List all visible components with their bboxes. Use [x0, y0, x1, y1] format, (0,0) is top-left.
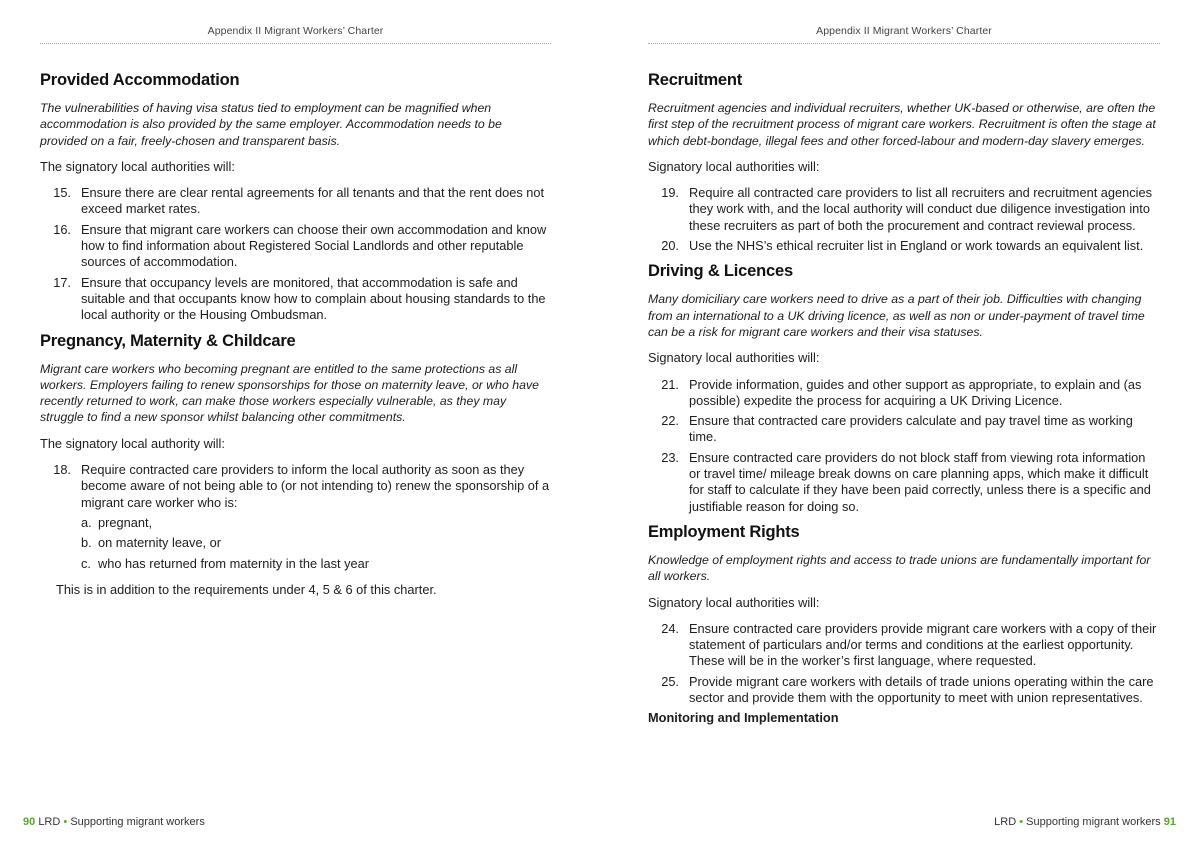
charter-note: This is in addition to the requirements under 4, 5 & 6 of this charter.: [56, 581, 437, 597]
item-number: 15.: [53, 185, 71, 201]
item-number: 18.: [53, 462, 71, 478]
item-text: Provide migrant care workers with details of trade unions operating within the care sector and provide them with the opportunity to meet with union representatives.: [689, 673, 1154, 706]
page-number: 91: [1163, 816, 1176, 828]
section-lead: The signatory local authorities will:: [40, 158, 235, 174]
footer-bullet: •: [63, 816, 68, 828]
list-item: [40, 275, 552, 324]
footer-title: Supporting migrant workers: [1026, 816, 1161, 828]
item-text: Ensure that migrant care workers can choose their own accommodation and know how to find information about Registered Social Landlords and other reputable sources of accommodation.: [81, 221, 547, 270]
section-intro: Many domiciliary care workers need to drive as a part of their job. Difficulties with changing from an international to a UK driving licence, as well as non or under-payment of travel time can be a risk for migrant care workers and their visa statuses.: [648, 292, 1145, 339]
item-text: Ensure contracted care providers provide migrant care workers with a copy of their statement of particulars and/or terms and conditions at the earliest opportunity. These will be in the worker’s first language, where requested.: [689, 620, 1157, 669]
section-intro: Knowledge of employment rights and access to trade unions are fundamentally important for all workers.: [648, 552, 1151, 584]
section-intro: Migrant care workers who becoming pregnant are entitled to the same protections as all workers. Employers failing to renew sponsorships for those on maternity leave, or who have recently returned to work, can make those workers especially vulnerable, as they may struggle to find a new sponsor whilst balancing other commitments.: [40, 361, 539, 425]
sub-list-item: [81, 515, 552, 531]
list-item: [648, 377, 1160, 410]
list-item: [40, 222, 552, 271]
footer-org: LRD: [994, 816, 1017, 828]
sub-item-letter: c.: [81, 555, 91, 571]
section-lead: Signatory local authorities will:: [648, 350, 820, 366]
item-number: 22.: [661, 413, 679, 429]
section-intro: The vulnerabilities of having visa status tied to employment can be magnified when accommodation is also provided by the same employer. Accommodation needs to be provided on a fair, freely-chosen and transparent basis.: [40, 101, 502, 148]
sub-list-item: [81, 556, 552, 572]
section-title-accommodation: Provided Accommodation: [40, 71, 240, 89]
item-number: 21.: [661, 376, 679, 392]
item-text: Ensure contracted care providers do not block staff from viewing rota information or travel time/ mileage break downs on care planning apps, which make it difficult for staff to calculate if they have been paid correctly, unless there is a specific and justifiable reason for doing so.: [689, 449, 1151, 514]
list-item: [40, 185, 552, 218]
sub-item-text: who has returned from maternity in the last year: [98, 555, 369, 571]
item-text: Use the NHS’s ethical recruiter list in England or work towards an equivalent list.: [689, 238, 1144, 254]
sub-list: [81, 515, 552, 572]
page-number: 90: [23, 816, 36, 828]
list-item: [648, 450, 1160, 515]
list-item: [648, 674, 1160, 707]
list-item: [648, 413, 1160, 446]
item-number: 25.: [661, 673, 679, 689]
commitment-list: [648, 377, 1160, 515]
list-item: [40, 462, 552, 572]
item-number: 23.: [661, 449, 679, 465]
item-number: 24.: [661, 620, 679, 636]
section-intro: Recruitment agencies and individual recruiters, whether UK-based or otherwise, are often the first step of the recruitment process of migrant care workers. Recruitment is often the stage at which debt-bondage, illegal fees and other forced-labour and modern-day slavery emerges.: [648, 101, 1156, 148]
sub-item-text: pregnant,: [98, 514, 153, 530]
page-footer: [23, 816, 205, 828]
right-content: [648, 69, 1160, 727]
section-title-recruitment: Recruitment: [648, 71, 743, 89]
item-text: Ensure there are clear rental agreements for all tenants and that the rent does not exceed market rates.: [81, 185, 545, 217]
footer-title: Supporting migrant workers: [70, 816, 205, 828]
commitment-list: [648, 185, 1160, 254]
running-header: Appendix II Migrant Workers’ Charter: [207, 25, 384, 37]
item-text: Provide information, guides and other support as appropriate, to explain and (as possible) expedite the process for acquiring a UK Driving Licence.: [689, 376, 1142, 408]
right-page: [600, 0, 1200, 852]
item-text: Require contracted care providers to inform the local authority as soon as they become aware of not being able to (or not intending to) renew the sponsorship of a migrant care worker who is:: [81, 462, 550, 510]
item-number: 19.: [661, 185, 679, 201]
section-lead: The signatory local authority will:: [40, 435, 225, 451]
section-title-pregnancy: Pregnancy, Maternity & Childcare: [40, 331, 296, 350]
item-text: Require all contracted care providers to list all recruiters and recruitment agencies they work with, and the local authority will conduct due diligence investigation into these recruiters as part of both the procurement and contract reviewal process.: [689, 185, 1153, 233]
commitment-list: [40, 185, 552, 323]
sub-list-item: [81, 535, 552, 551]
list-item: [648, 238, 1160, 254]
item-text: Ensure that occupancy levels are monitored, that accommodation is safe and suitable and that occupants know how to complain about housing standards to the local authority or the Housing Ombudsman.: [81, 274, 546, 323]
item-number: 16.: [53, 221, 71, 237]
footer-bullet: •: [1019, 816, 1024, 828]
list-item: [648, 621, 1160, 670]
section-title-driving: Driving & Licences: [648, 262, 793, 281]
section-lead: Signatory local authorities will:: [648, 594, 820, 610]
header-rule: [648, 43, 1160, 44]
section-lead: Signatory local authorities will:: [648, 158, 820, 174]
list-item: [648, 185, 1160, 234]
left-content: [40, 69, 552, 598]
sub-item-letter: b.: [81, 535, 92, 551]
running-header: Appendix II Migrant Workers’ Charter: [816, 25, 992, 37]
item-number: 20.: [661, 238, 679, 254]
next-section-heading: Monitoring and Implementation: [648, 710, 839, 726]
sub-item-text: on maternity leave, or: [98, 535, 222, 551]
item-text: Ensure that contracted care providers calculate and pay travel time as working time.: [689, 413, 1133, 445]
commitment-list: [40, 462, 552, 572]
page-footer: [994, 816, 1176, 828]
item-number: 17.: [53, 274, 71, 290]
section-title-employment: Employment Rights: [648, 522, 800, 541]
header-rule: [40, 43, 551, 44]
footer-org: LRD: [38, 816, 61, 828]
sub-item-letter: a.: [81, 514, 92, 530]
commitment-list: [648, 621, 1160, 706]
